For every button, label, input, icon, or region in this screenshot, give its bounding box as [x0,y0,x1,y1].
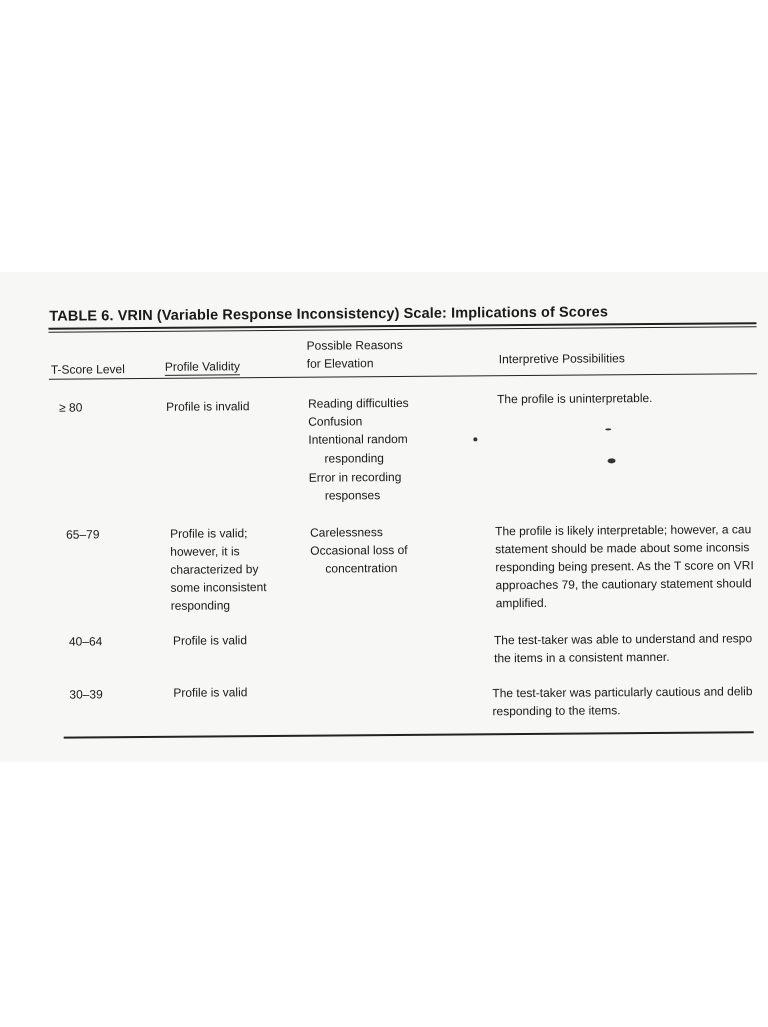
row1-reason: responding [324,451,384,466]
header-rule [49,373,757,380]
row3-validity: Profile is valid [172,633,248,648]
row2-interpretive: approaches 79, the cautionary statement should [495,576,752,593]
row2-reason: concentration [325,561,398,576]
row1-interpretive: The profile is uninterpretable. [496,391,653,407]
row4-interpretive: responding to the items. [492,703,621,719]
bottom-rule [64,731,754,738]
row2-reason: Occasional loss of [310,542,408,558]
row2-t-score: 65–79 [66,527,100,542]
row2-validity: responding [170,598,231,613]
table-title: TABLE 6. VRIN (Variable Response Inconsistency) Scale: Implications of Scores [49,304,609,325]
row1-reason: Error in recording [308,469,402,485]
row3-t-score: 40–64 [68,634,103,649]
row4-t-score: 30–39 [69,687,103,702]
header-reasons-line1: Possible Reasons [306,337,403,353]
row2-reason: Carelessness [310,525,383,540]
row1-reason: Intentional random [308,431,408,447]
header-interpretive: Interpretive Possibilities [498,351,625,367]
scan-speck [605,428,611,430]
header-t-score: T-Score Level [50,362,125,377]
row2-interpretive: The profile is likely interpretable; however, a cau [495,522,752,539]
scan-speck [608,458,616,463]
row2-interpretive: amplified. [495,595,548,611]
row1-reason: Reading difficulties [308,395,409,411]
row3-interpretive: The test-taker was able to understand and respo [493,631,753,648]
scan-speck [473,437,477,441]
row2-validity: however, it is [170,544,240,559]
row2-validity: Profile is valid; [170,526,248,541]
row1-t-score: ≥ 80 [59,400,83,415]
row1-reason: responses [324,488,381,503]
row1-validity: Profile is invalid [166,399,250,414]
row2-interpretive: responding being present. As the T score on VRI [495,558,754,575]
row2-validity: characterized by [170,562,259,577]
row2-interpretive: statement should be made about some inconsis [495,540,750,557]
row1-reason: Confusion [308,414,363,429]
row2-validity: some inconsistent [170,580,267,595]
row4-interpretive: The test-taker was particularly cautious and delib [492,684,753,701]
header-profile-validity: Profile Validity [164,359,240,374]
header-reasons-line2: for Elevation [306,356,374,371]
row3-interpretive: the items in a consistent manner. [494,649,670,666]
row4-validity: Profile is valid [173,685,248,700]
